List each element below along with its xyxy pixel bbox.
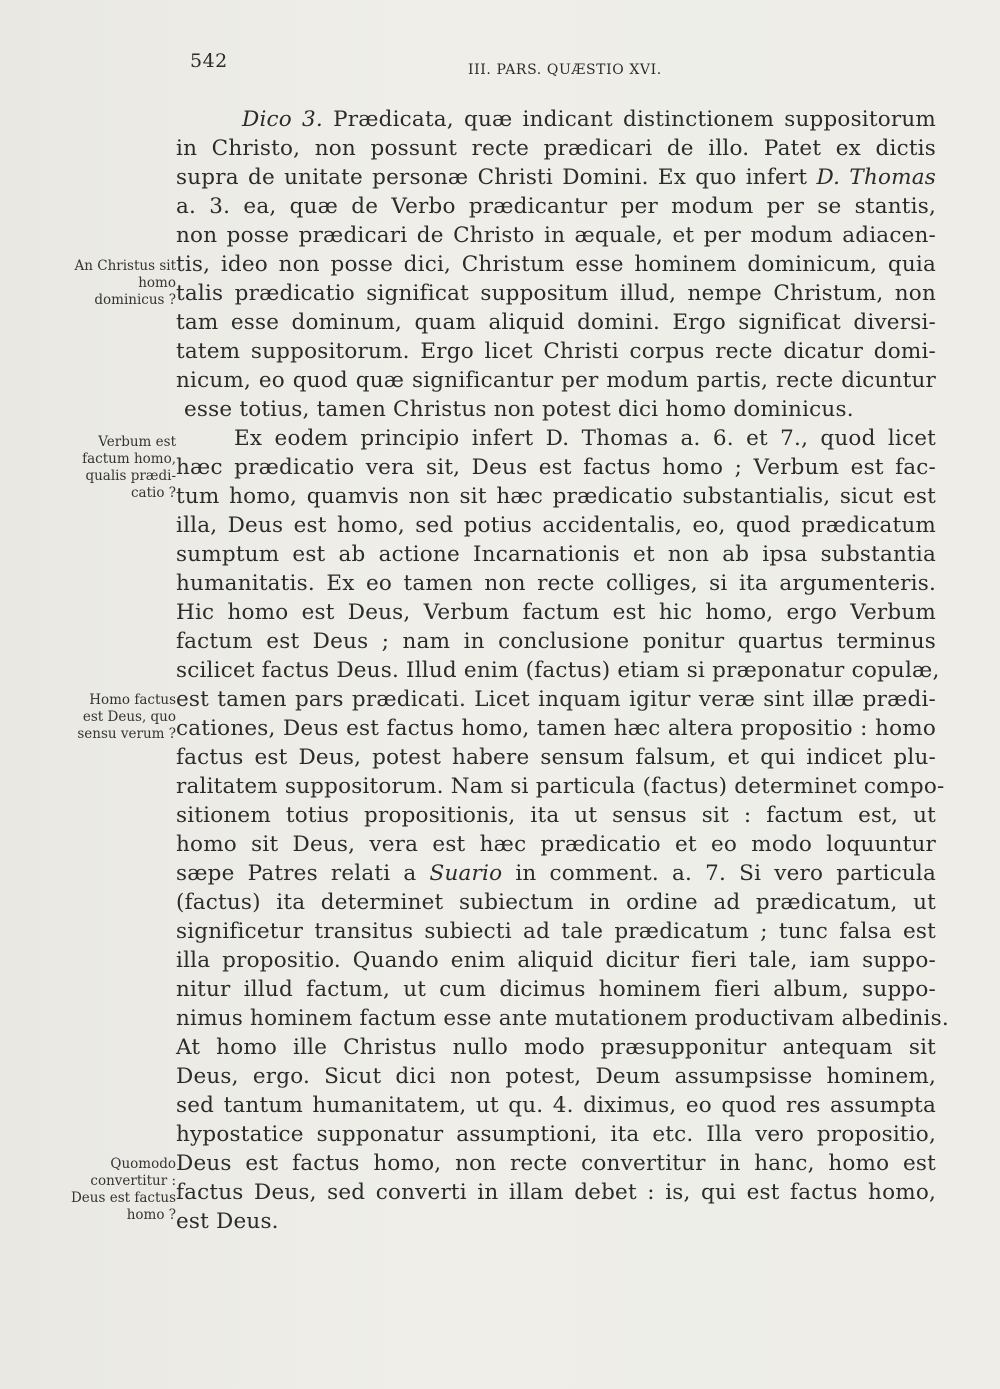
text-line: sitionem totius propositionis, ita ut sensus sit : factum est, ut	[176, 803, 936, 828]
text-line: humanitatis. Ex eo tamen non recte colliges, si ita argumenteris.	[176, 571, 936, 596]
text-line-start: supra de unitate personæ Christi Domini. Ex quo infert	[176, 165, 808, 190]
text-line: a. 3. ea, quæ de Verbo prædicantur per modum per se stantis,	[176, 194, 936, 219]
margin-note: Verbum est factum homo, qualis prædicatio ?	[82, 434, 176, 501]
author-reference: D. Thomas	[816, 165, 936, 190]
text-line: sumptum est ab actione Incarnationis et non ab ipsa substantia	[176, 542, 936, 567]
text-line: significetur transitus subiecti ad tale prædicatum ; tunc falsa est	[176, 919, 936, 944]
text-line: tum homo, quamvis non sit hæc prædicatio substantialis, sicut est	[176, 484, 936, 509]
text-line: in Christo, non possunt recte prædicari de illo. Patet ex dictis	[176, 136, 936, 161]
text-line: ralitatem suppositorum. Nam si particula (factus) determinet compo-	[176, 774, 945, 799]
text-line: nicum, eo quod quæ significantur per modum partis, recte dicuntur	[176, 368, 936, 393]
text-line: factum est Deus ; nam in conclusione ponitur quartus terminus	[176, 629, 936, 654]
margin-note: An Christus sit homo dominicus ?	[74, 258, 176, 308]
text-line-rest: in comment. a. 7. Si vero particula	[515, 861, 936, 886]
text-line: factus Deus, sed converti in illam debet : is, qui est factus homo,	[176, 1180, 936, 1205]
text-line: nitur illud factum, ut cum dicimus hominem fieri album, suppo-	[176, 977, 936, 1002]
text-line: esse totius, tamen Christus non potest dici homo dominicus.	[184, 397, 854, 422]
text-line: est Deus.	[176, 1209, 279, 1234]
text-line: Ex eodem principio infert D. Thomas a. 6. et 7., quod licet	[234, 426, 936, 451]
text-line: At homo ille Christus nullo modo præsupponitur antequam sit	[176, 1035, 936, 1060]
text-line: cationes, Deus est factus homo, tamen hæc altera propositio : homo	[176, 716, 936, 741]
text-line	[176, 860, 936, 888]
text-line: non posse prædicari de Christo in æquale, et per modum adiacen-	[176, 223, 936, 248]
text-line: Hic homo est Deus, Verbum factum est hic homo, ergo Verbum	[176, 600, 936, 625]
text-line: talis prædicatio significat suppositum illud, nempe Christum, non	[176, 281, 936, 306]
text-line: tam esse dominum, quam aliquid domini. Ergo significat diversi-	[176, 310, 936, 335]
text-line	[176, 106, 936, 134]
page-number: 542	[190, 50, 228, 72]
text-line: factus est Deus, potest habere sensum falsum, et qui indicet plu-	[176, 745, 936, 770]
text-line: nimus hominem factum esse ante mutationem productivam albedinis.	[176, 1006, 949, 1031]
margin-note: Homo factus est Deus, quo sensu verum ?	[77, 692, 176, 742]
text-line: (factus) ita determinet subiectum in ordine ad prædicatum, ut	[176, 890, 936, 915]
text-line: hypostatice supponatur assumptioni, ita etc. Illa vero propositio,	[176, 1122, 936, 1147]
text-line: sed tantum humanitatem, ut qu. 4. diximus, eo quod res assumpta	[176, 1093, 936, 1118]
text-line: illa propositio. Quando enim aliquid dicitur fieri tale, iam suppo-	[176, 948, 936, 973]
text-line: scilicet factus Deus. Illud enim (factus) etiam si præponatur copulæ,	[176, 658, 940, 683]
bleed-through-mark	[62, 548, 168, 565]
text-line: hæc prædicatio vera sit, Deus est factus homo ; Verbum est fac-	[176, 455, 936, 480]
text-line-start: sæpe Patres relati a	[176, 861, 417, 886]
text-line: est tamen pars prædicati. Licet inquam igitur veræ sint illæ prædi-	[176, 687, 936, 712]
text-line: homo sit Deus, vera est hæc prædicatio et eo modo loquuntur	[176, 832, 936, 857]
text-line-rest: Prædicata, quæ indicant distinctionem suppositorum	[333, 107, 936, 132]
dico-label: Dico 3.	[242, 107, 323, 132]
author-reference: Suario	[429, 861, 503, 886]
margin-note: Quomodo convertitur : Deus est factus homo ?	[70, 1156, 176, 1223]
text-line: Deus est factus homo, non recte convertitur in hanc, homo est	[176, 1151, 936, 1176]
text-line: Deus, ergo. Sicut dici non potest, Deum assumpsisse hominem,	[176, 1064, 936, 1089]
running-head: III. PARS. QUÆSTIO XVI.	[468, 62, 662, 78]
text-line	[176, 164, 936, 192]
text-line: tis, ideo non posse dici, Christum esse hominem dominicum, quia	[176, 252, 936, 277]
text-line: illa, Deus est homo, sed potius accidentalis, eo, quod prædicatum	[176, 513, 936, 538]
text-line: tatem suppositorum. Ergo licet Christi corpus recte dicatur domi-	[176, 339, 936, 364]
